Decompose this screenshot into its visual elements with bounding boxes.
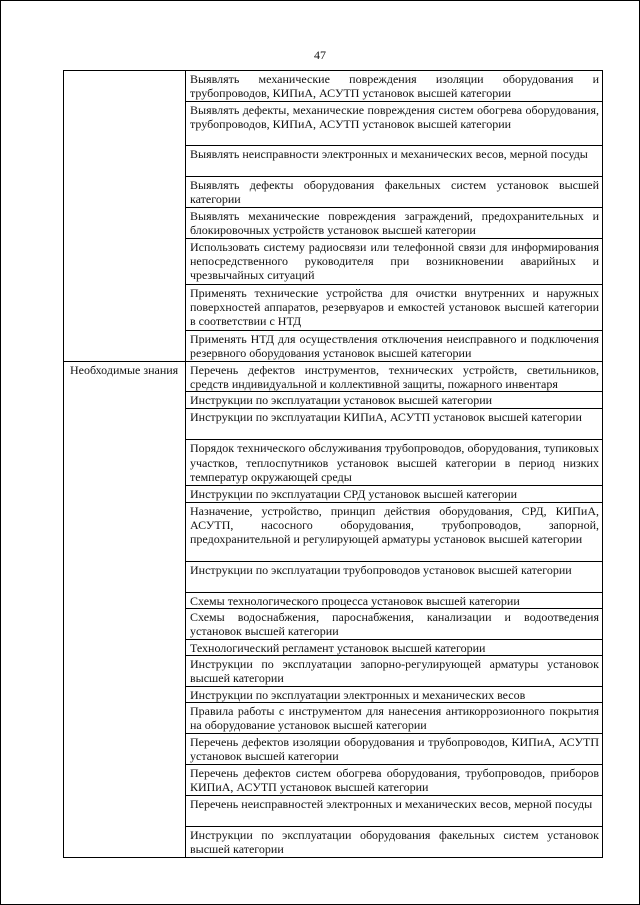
table-cell [186, 765, 603, 796]
skill-item: Выявлять неисправности электронных и механических весов, мерной посуды [190, 147, 588, 161]
knowledge-item: Перечень неисправностей электронных и механических весов, мерной посуды [190, 797, 593, 812]
knowledge-item: Схемы технологического процесса установок высшей категории [190, 593, 520, 608]
skill-item: Выявлять дефекты, механические повреждения систем обогрева оборудования, трубопроводов, КИПиА, АСУТП установок высшей категории [190, 103, 599, 132]
page-number: 47 [314, 48, 326, 62]
knowledge-item: Правила работы с инструментом для нанесения антикоррозионного покрытия на оборудование установок высшей категории [190, 704, 599, 733]
table-cell [186, 592, 603, 608]
knowledge-item: Схемы водоснабжения, пароснабжения, канализации и водоотведения установок высшей категории [190, 609, 599, 639]
table-cell [186, 639, 603, 655]
knowledge-item: Инструкции по эксплуатации оборудования факельных систем установок высшей категории [190, 828, 599, 857]
table-cell [186, 102, 603, 146]
table-cell [186, 734, 603, 765]
skill-item: Использовать систему радиосвязи или телефонной связи для информирования непосредственного руководителя при возникновении аварийных и чрезвычайных ситуаций [190, 240, 599, 283]
table-cell [186, 703, 603, 734]
knowledge-item: Инструкции по эксплуатации запорно-регулирующей арматуры установок высшей категории [190, 657, 599, 686]
table-cell [186, 656, 603, 687]
knowledge-item: Инструкции по эксплуатации КИПиА, АСУТП установок высшей категории [190, 410, 582, 425]
skill-item: Выявлять механические повреждения заграждений, предохранительных и блокировочных устройств установок высшей категории [190, 209, 599, 238]
knowledge-item: Технологический регламент установок высшей категории [190, 640, 486, 655]
table-cell [186, 440, 603, 486]
knowledge-item: Инструкции по эксплуатации электронных и механических весов [190, 688, 526, 703]
table-row [64, 362, 603, 392]
table-cell [186, 687, 603, 703]
table-cell [186, 285, 603, 331]
competency-table [63, 70, 603, 858]
table-cell [186, 177, 603, 208]
skill-item: Выявлять механические повреждения изоляции оборудования и трубопроводов, КИПиА, АСУТП установок высшей категории [190, 72, 599, 101]
knowledge-item: Инструкции по эксплуатации трубопроводов установок высшей категории [190, 562, 572, 577]
table-cell [186, 486, 603, 502]
knowledge-item: Инструкции по эксплуатации СРД установок высшей категории [190, 487, 518, 502]
table-row [64, 71, 603, 102]
knowledge-item: Назначение, устройство, принцип действия оборудования, СРД, КИПиА, АСУТП, насосного оборудования, трубопроводов, запорной, предохранительной и регулирующей арматуры установок высшей категории [190, 503, 599, 547]
table-cell [186, 208, 603, 239]
table-cell [186, 71, 603, 102]
table-cell [186, 796, 603, 827]
skills-label-cell [64, 71, 186, 362]
knowledge-item: Порядок технического обслуживания трубопроводов, оборудования, тупиковых участков, теплоспутников установок высшей категории в период низких температур окружающей среды [190, 441, 599, 484]
knowledge-item: Перечень дефектов инструментов, технических устройств, светильников, средств индивидуальной и коллективной защиты, пожарного инвентаря [190, 363, 599, 392]
table-cell [186, 608, 603, 639]
knowledge-label-cell [64, 362, 186, 858]
table-cell [186, 362, 603, 392]
knowledge-item: Инструкции по эксплуатации установок высшей категории [190, 393, 493, 408]
skill-item: Применять технические устройства для очистки внутренних и наружных поверхностей аппаратов, резервуаров и емкостей установок высшей категории в соответствии с НТД [190, 286, 599, 329]
table-cell [186, 239, 603, 285]
table-cell [186, 146, 603, 177]
knowledge-item: Перечень дефектов изоляции оборудования и трубопроводов, КИПиА, АСУТП установок высшей категории [190, 735, 599, 764]
table-cell [186, 561, 603, 592]
section-label: Необходимые знания [70, 363, 179, 377]
knowledge-item: Перечень дефектов систем обогрева оборудования, трубопроводов, приборов КИПиА, АСУТП установок высшей категории [190, 766, 599, 795]
skill-item: Выявлять дефекты оборудования факельных систем установок высшей категории [190, 178, 599, 207]
table-cell [186, 827, 603, 858]
table-cell [186, 392, 603, 409]
skill-item: Применять НТД для осуществления отключения неисправного и подключения резервного оборудования установок высшей категории [190, 332, 599, 361]
table-cell [186, 502, 603, 561]
table-cell [186, 409, 603, 440]
table-cell [186, 331, 603, 362]
